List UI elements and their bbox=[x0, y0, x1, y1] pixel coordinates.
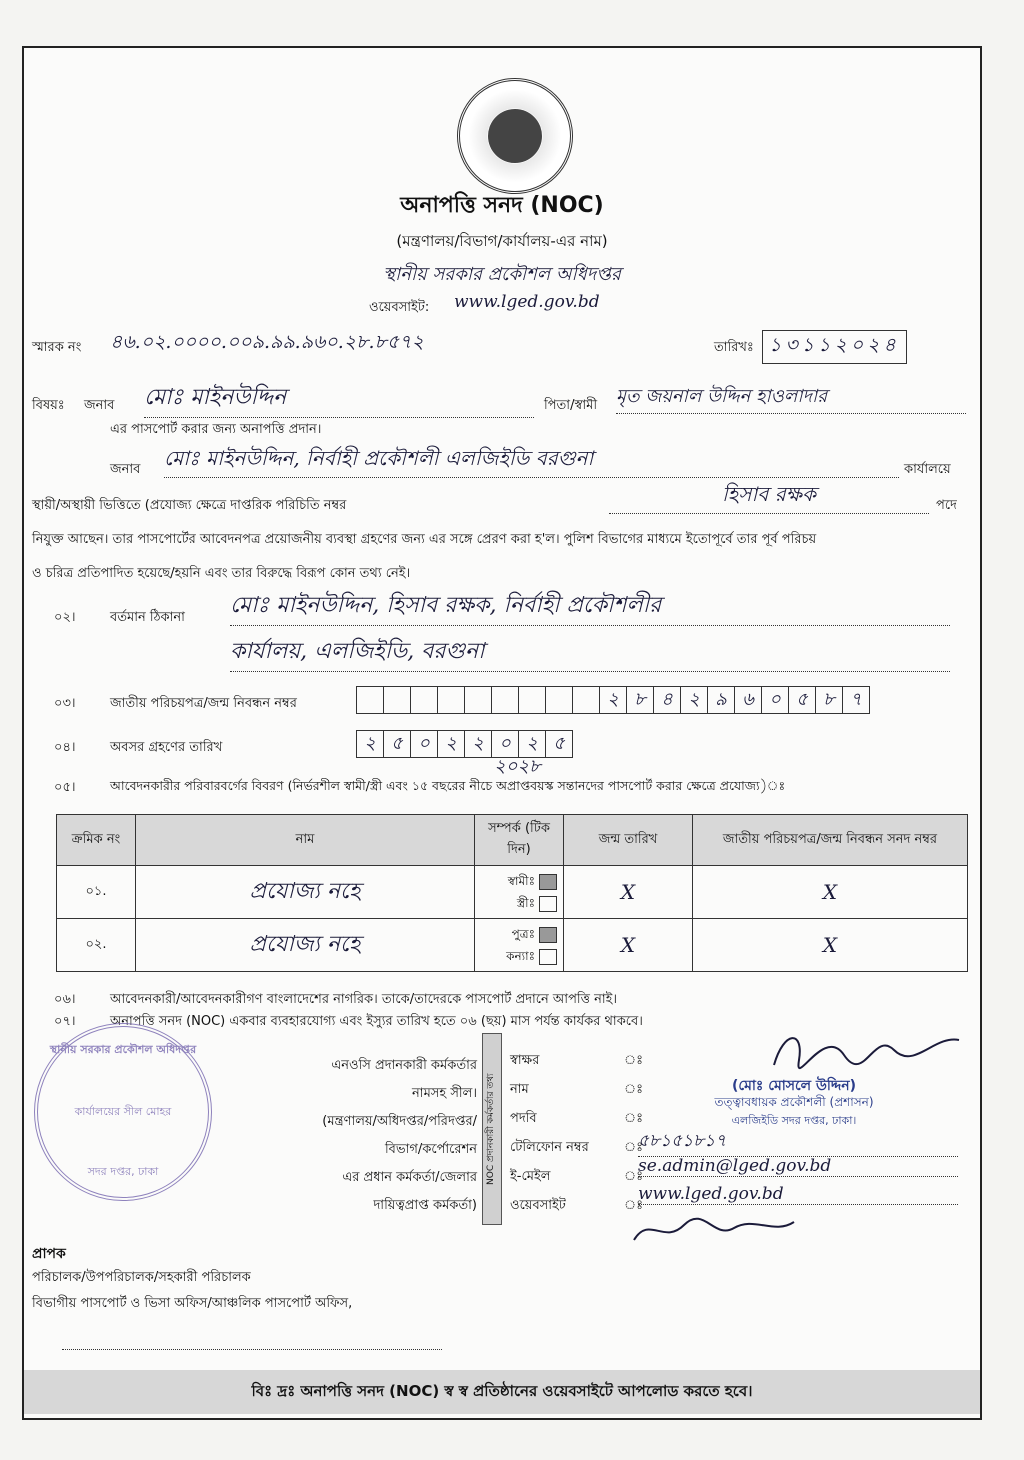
row-dob: X bbox=[564, 919, 693, 972]
issuer-website: www.lged.gov.bd bbox=[638, 1184, 958, 1205]
nid-digit-box: ৯ bbox=[707, 686, 734, 714]
recipient-line2: বিভাগীয় পাসপোর্ট ও ভিসা অফিস/আঞ্চলিক পাসপোর্ট অফিস, bbox=[32, 1296, 353, 1311]
noc-form bbox=[22, 46, 982, 1420]
row-serial: ০২. bbox=[57, 919, 136, 972]
nid-digit-box bbox=[518, 686, 545, 714]
wife-checkbox[interactable] bbox=[539, 896, 557, 912]
row-name: প্রযোজ্য নহে bbox=[136, 919, 475, 972]
office-suffix: কার্যালয়ে bbox=[904, 462, 951, 477]
memo-label: স্মারক নং bbox=[32, 340, 82, 355]
table-row bbox=[57, 919, 968, 972]
row-serial: ০১. bbox=[57, 866, 136, 919]
nid-digit-box: ৬ bbox=[734, 686, 761, 714]
nid-digit-box: ৭ bbox=[842, 686, 870, 714]
nid-digit-box bbox=[572, 686, 599, 714]
note-06-number: ০৬। bbox=[54, 992, 76, 1007]
relation-son: পুত্রঃ bbox=[511, 927, 535, 941]
nid-digit-box: ৮ bbox=[815, 686, 842, 714]
item-02-number: ০২। bbox=[54, 610, 76, 625]
retire-digit-box: ২ bbox=[437, 730, 464, 758]
retire-digit-box: ২ bbox=[464, 730, 491, 758]
subject-purpose: এর পাসপোর্ট করার জন্য অনাপত্তি প্রদান। bbox=[110, 422, 322, 437]
nid-boxes bbox=[356, 686, 870, 714]
nid-digit-box bbox=[383, 686, 410, 714]
retire-correction: ২০২৮ bbox=[494, 756, 541, 777]
issuer-left-block bbox=[272, 1052, 477, 1220]
nid-digit-box: ২ bbox=[680, 686, 707, 714]
nid-digit-box: ৪ bbox=[653, 686, 680, 714]
note-07-text: অনাপত্তি সনদ (NOC) একবার ব্যবহারযোগ্য এবং ইস্যুর তারিখ হতে ০৬ (ছয়) মাস পর্যন্ত কার্যকর থাকবে। bbox=[110, 1014, 643, 1029]
government-seal-icon bbox=[457, 78, 573, 194]
retire-digit-box: ২ bbox=[518, 730, 545, 758]
row-nid: X bbox=[693, 866, 968, 919]
issuer-field-labels bbox=[510, 1046, 589, 1220]
recipient-label: প্রাপক bbox=[32, 1246, 66, 1262]
retire-digit-box: ৫ bbox=[383, 730, 410, 758]
recipient-line1: পরিচালক/উপপরিচালক/সহকারী পরিচালক bbox=[32, 1270, 251, 1285]
nid-digit-box: ০ bbox=[761, 686, 788, 714]
issuer-line: (মন্ত্রণালয়/অধিদপ্তর/পরিদপ্তর/ bbox=[322, 1114, 477, 1129]
item-03-number: ০৩। bbox=[54, 696, 76, 711]
seal-bottom-text: সদর দপ্তর, ঢাকা bbox=[87, 1165, 159, 1178]
retire-digit-box: ০ bbox=[491, 730, 518, 758]
body-janab: জনাব bbox=[110, 462, 141, 477]
retire-digit-box: ২ bbox=[356, 730, 383, 758]
field-label: স্বাক্ষর bbox=[510, 1053, 540, 1068]
col-serial: ক্রমিক নং bbox=[57, 815, 136, 866]
table-row bbox=[57, 866, 968, 919]
issuer-line: দায়িত্বপ্রাপ্ত কর্মকর্তা) bbox=[373, 1198, 477, 1213]
note-07-number: ০৭। bbox=[54, 1014, 76, 1029]
nid-digit-box bbox=[545, 686, 572, 714]
issuer-colons: ঃ ঃ ঃ ঃ ঃ ঃ bbox=[624, 1053, 644, 1213]
issuer-line: এনওসি প্রদানকারী কর্মকর্তার bbox=[331, 1058, 477, 1073]
nid-digit-box bbox=[464, 686, 491, 714]
seal-center-text: কার্যালয়ের সীল মোহর bbox=[74, 1105, 172, 1118]
note-06-text: আবেদনকারী/আবেদনকারীগণ বাংলাদেশের নাগরিক। তাকে/তাদেরকে পাসপোর্ট প্রদানে আপত্তি নাই। bbox=[110, 992, 618, 1007]
father-label: পিতা/স্বামী bbox=[544, 398, 598, 413]
nid-digit-box: ৫ bbox=[788, 686, 815, 714]
father-value: মৃত জয়নাল উদ্দিন হাওলাদার bbox=[616, 382, 966, 414]
issuer-name: (মোঃ মোসলে উদ্দিন) bbox=[732, 1078, 856, 1094]
memo-number: ৪৬.০২.০০০০.০০৯.৯৯.৯৬০.২৮.৮৫৭২ bbox=[110, 331, 424, 353]
item-05-number: ০৫। bbox=[54, 780, 76, 795]
family-table bbox=[56, 814, 968, 972]
nid-digit-box bbox=[491, 686, 518, 714]
issuer-line: নামসহ সীল। bbox=[412, 1086, 477, 1101]
address-line2: কার্যালয়, এলজিইডি, বরগুনা bbox=[230, 634, 950, 672]
col-relation: সম্পর্ক (টিক দিন) bbox=[475, 815, 564, 866]
designation: হিসাব রক্ষক bbox=[609, 480, 929, 514]
issuer-line: এর প্রধান কর্মকর্তা/জেলার bbox=[342, 1170, 477, 1185]
website-value: www.lged.gov.bd bbox=[454, 292, 600, 312]
family-label: আবেদনকারীর পরিবারবর্গের বিবরণ (নির্ভরশীল স্বামী/স্ত্রী এবং ১৫ বছরের নীচে অপ্রাপ্তবয়স্ক সন্তানদের পাসপোর্ট করার ক্ষেত্রে প্রযোজ্য)ঃ bbox=[110, 778, 786, 793]
field-label: টেলিফোন নম্বর bbox=[510, 1140, 589, 1155]
col-nid: জাতীয় পরিচয়পত্র/জন্ম নিবন্ধন সনদ নম্বর bbox=[693, 815, 968, 866]
subject-janab: জনাব bbox=[84, 398, 115, 413]
date-value: ১৩১১২০২৪ bbox=[762, 330, 907, 364]
retire-digit-box: ০ bbox=[410, 730, 437, 758]
retire-digit-box: ৫ bbox=[545, 730, 573, 758]
footer-note: বিঃ দ্রঃ অনাপত্তি সনদ (NOC) স্ব স্ব প্রতিষ্ঠানের ওয়েবসাইটে আপলোড করতে হবে। bbox=[24, 1370, 980, 1414]
issuer-designation: তত্ত্বাবধায়ক প্রকৌশলী (প্রশাসন) bbox=[714, 1095, 874, 1109]
recipient-blank bbox=[62, 1330, 442, 1350]
body-line2-suffix: পদে bbox=[936, 498, 957, 513]
item-04-number: ০৪। bbox=[54, 740, 76, 755]
initial-signature-icon bbox=[624, 1210, 804, 1250]
issuer-office: এলজিইডি সদর দপ্তর, ঢাকা। bbox=[731, 1114, 857, 1127]
address-line1: মোঃ মাইনউদ্দিন, হিসাব রক্ষক, নির্বাহী প্রকৌশলীর bbox=[230, 588, 950, 626]
seal-top-text: স্থানীয় সরকার প্রকৌশল অধিদপ্তর bbox=[49, 1043, 197, 1056]
nid-digit-box bbox=[437, 686, 464, 714]
nid-digit-box bbox=[410, 686, 437, 714]
issuer-vertical-label: NOC প্রদানকারী কর্মকর্তার তথ্য bbox=[482, 1033, 502, 1225]
daughter-checkbox[interactable] bbox=[539, 949, 557, 965]
ministry-name: স্থানীয় সরকার প্রকৌশল অধিদপ্তর bbox=[383, 264, 621, 285]
row-relation bbox=[475, 919, 564, 972]
field-label: ই-মেইল bbox=[510, 1169, 551, 1184]
body-line2-prefix: স্থায়ী/অস্থায়ী ভিত্তিতে (প্রযোজ্য ক্ষেত্রে দাপ্তরিক পরিচিতি নম্বর bbox=[32, 498, 347, 513]
col-dob: জন্ম তারিখ bbox=[564, 815, 693, 866]
retire-label: অবসর গ্রহণের তারিখ bbox=[110, 740, 223, 755]
body-line4: ও চরিত্র প্রতিপাদিত হয়েছে/হয়নি এবং তার বিরুদ্ধে বিরূপ কোন তথ্য নেই। bbox=[32, 566, 411, 581]
body-line3: নিযুক্ত আছেন। তার পাসপোর্টের আবেদনপত্র প্রয়োজনীয় ব্যবস্থা গ্রহণের জন্য এর সঙ্গে প্রেরণ করা হ'ল। পুলিশ বিভাগের মাধ্যমে ইতোপূর্বে তার পূর্ব পরিচয় bbox=[32, 532, 817, 547]
address-label: বর্তমান ঠিকানা bbox=[110, 610, 185, 625]
field-label: পদবি bbox=[510, 1111, 537, 1126]
subject-label: বিষয়ঃ bbox=[32, 398, 65, 413]
row-name: প্রযোজ্য নহে bbox=[136, 866, 475, 919]
field-label: ওয়েবসাইট bbox=[510, 1198, 566, 1213]
husband-checkbox[interactable] bbox=[539, 874, 557, 890]
nid-digit-box: ৮ bbox=[626, 686, 653, 714]
office-seal-stamp bbox=[34, 1023, 212, 1201]
issuer-email: se.admin@lged.gov.bd bbox=[638, 1156, 958, 1177]
form-subtitle: (মন্ত্রণালয়/বিভাগ/কার্যালয়-এর নাম) bbox=[396, 232, 608, 250]
col-name: নাম bbox=[136, 815, 475, 866]
form-title: অনাপত্তি সনদ (NOC) bbox=[400, 193, 604, 218]
body-name-office: মোঃ মাইনউদ্দিন, নির্বাহী প্রকৌশলী এলজিইডি বরগুনা bbox=[164, 444, 899, 478]
relation-husband: স্বামীঃ bbox=[507, 874, 535, 888]
nid-digit-box bbox=[356, 686, 383, 714]
website-label: ওয়েবসাইট: bbox=[369, 300, 430, 315]
son-checkbox[interactable] bbox=[539, 927, 557, 943]
row-nid: X bbox=[693, 919, 968, 972]
issuer-phone: ৫৮১৫১৮১৭ bbox=[638, 1128, 958, 1157]
relation-daughter: কন্যাঃ bbox=[506, 949, 535, 963]
nid-digit-box: ২ bbox=[599, 686, 626, 714]
row-dob: X bbox=[564, 866, 693, 919]
field-label: নাম bbox=[510, 1082, 529, 1097]
signature-icon bbox=[764, 1020, 964, 1080]
row-relation bbox=[475, 866, 564, 919]
date-label: তারিখঃ bbox=[714, 340, 754, 355]
issuer-line: বিভাগ/কর্পোরেশন bbox=[384, 1142, 477, 1157]
relation-wife: স্ত্রীঃ bbox=[516, 896, 535, 910]
subject-name: মোঃ মাইনউদ্দিন bbox=[144, 380, 534, 418]
nid-label: জাতীয় পরিচয়পত্র/জন্ম নিবন্ধন নম্বর bbox=[110, 696, 297, 711]
